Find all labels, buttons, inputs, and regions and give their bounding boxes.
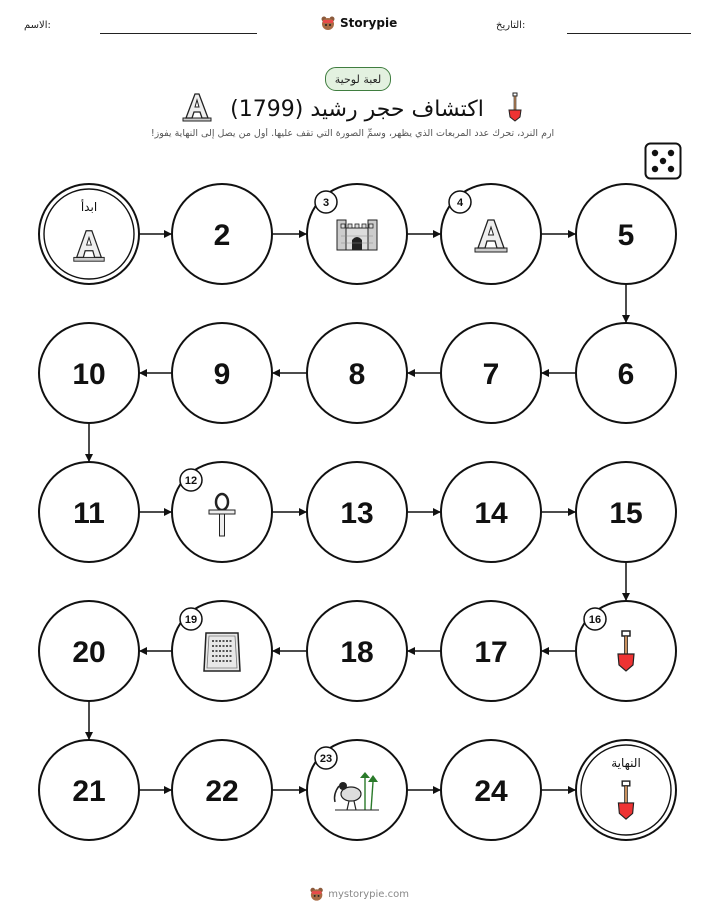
board-space-19 bbox=[172, 601, 272, 701]
start-label: ابدأ bbox=[80, 200, 98, 214]
connector-arrow bbox=[541, 786, 576, 794]
footer-url: mystorypie.com bbox=[328, 888, 409, 900]
space-number: 17 bbox=[474, 636, 508, 669]
connector-arrow bbox=[407, 230, 441, 238]
connector-arrow bbox=[541, 647, 576, 655]
name-label: الاسم: bbox=[24, 20, 51, 31]
board-space-18 bbox=[307, 601, 407, 701]
board-space-20 bbox=[39, 601, 139, 701]
connector-arrow bbox=[407, 369, 441, 377]
space-number-badge: 3 bbox=[322, 197, 330, 209]
footer bbox=[309, 885, 409, 903]
space-number: 6 bbox=[617, 358, 635, 391]
space-number-badge: 16 bbox=[588, 614, 602, 626]
connector-arrow bbox=[85, 701, 93, 740]
board-space-14 bbox=[441, 462, 541, 562]
board-space-6 bbox=[576, 323, 676, 423]
board-space-11 bbox=[39, 462, 139, 562]
space-number-badge: 4 bbox=[456, 197, 464, 209]
fort-icon bbox=[337, 220, 377, 250]
connector-arrow bbox=[139, 230, 172, 238]
space-number: 22 bbox=[205, 775, 239, 808]
space-number: 11 bbox=[73, 497, 105, 530]
connector-arrow bbox=[407, 508, 441, 516]
board-space-10 bbox=[39, 323, 139, 423]
connector-arrow bbox=[272, 786, 307, 794]
brand-name: Storypie bbox=[340, 16, 398, 30]
connector-arrow bbox=[139, 369, 172, 377]
board-space-9 bbox=[172, 323, 272, 423]
connector-arrow bbox=[272, 369, 307, 377]
space-number: 7 bbox=[482, 358, 500, 391]
board-space-2 bbox=[172, 184, 272, 284]
board-space-23 bbox=[307, 740, 407, 840]
board-space-24 bbox=[441, 740, 541, 840]
connector-arrow bbox=[541, 230, 576, 238]
instructions: ارم النرد، تحرك عدد المربعات الذي يظهر، وسمِّ الصورة التي تقف عليها. أول من يصل إلى النهاية يفوز! bbox=[150, 128, 555, 139]
board-space-8 bbox=[307, 323, 407, 423]
connector-arrow bbox=[85, 423, 93, 462]
bear-mascot-icon bbox=[309, 886, 324, 902]
board-space-5 bbox=[576, 184, 676, 284]
date-label: التاريخ: bbox=[496, 20, 526, 31]
connector-arrow bbox=[272, 508, 307, 516]
space-number: 20 bbox=[72, 636, 106, 669]
board-space-21 bbox=[39, 740, 139, 840]
space-number: 13 bbox=[340, 497, 374, 530]
connector-arrow bbox=[272, 647, 307, 655]
board-space-16 bbox=[576, 601, 676, 701]
connector-arrow bbox=[272, 230, 307, 238]
space-number: 21 bbox=[72, 775, 106, 808]
space-number-badge: 23 bbox=[319, 753, 333, 765]
connector-arrow bbox=[407, 647, 441, 655]
rosetta-stone-icon bbox=[204, 633, 240, 671]
board-space-7 bbox=[441, 323, 541, 423]
connector-arrow bbox=[622, 562, 630, 601]
board-space-12 bbox=[172, 462, 272, 562]
space-number: 2 bbox=[213, 219, 231, 252]
end-label: النهاية bbox=[611, 756, 641, 770]
connector-arrow bbox=[541, 369, 576, 377]
space-number: 24 bbox=[474, 775, 508, 808]
board-space-3 bbox=[307, 184, 407, 284]
page-title: اكتشاف حجر رشيد (1799) bbox=[230, 96, 484, 122]
board-space-17 bbox=[441, 601, 541, 701]
board-space-25 bbox=[576, 740, 676, 840]
board-space-1 bbox=[39, 184, 139, 284]
space-number: 10 bbox=[72, 358, 106, 391]
connector-arrow bbox=[139, 647, 172, 655]
board-space-22 bbox=[172, 740, 272, 840]
board-space-4 bbox=[441, 184, 541, 284]
space-number: 8 bbox=[348, 358, 366, 391]
connector-arrow bbox=[139, 786, 172, 794]
space-number: 5 bbox=[617, 219, 635, 252]
connector-arrow bbox=[407, 786, 441, 794]
space-number: 18 bbox=[340, 636, 374, 669]
space-number-badge: 19 bbox=[184, 614, 198, 626]
space-number: 15 bbox=[609, 497, 643, 530]
connector-arrow bbox=[622, 284, 630, 323]
board-space-15 bbox=[576, 462, 676, 562]
board-space-13 bbox=[307, 462, 407, 562]
category-badge: لعبة لوحية bbox=[325, 67, 391, 91]
connector-arrow bbox=[139, 508, 172, 516]
space-number-badge: 12 bbox=[184, 475, 198, 487]
space-number: 9 bbox=[213, 358, 231, 391]
space-number: 14 bbox=[474, 497, 508, 530]
connector-arrow bbox=[541, 508, 576, 516]
